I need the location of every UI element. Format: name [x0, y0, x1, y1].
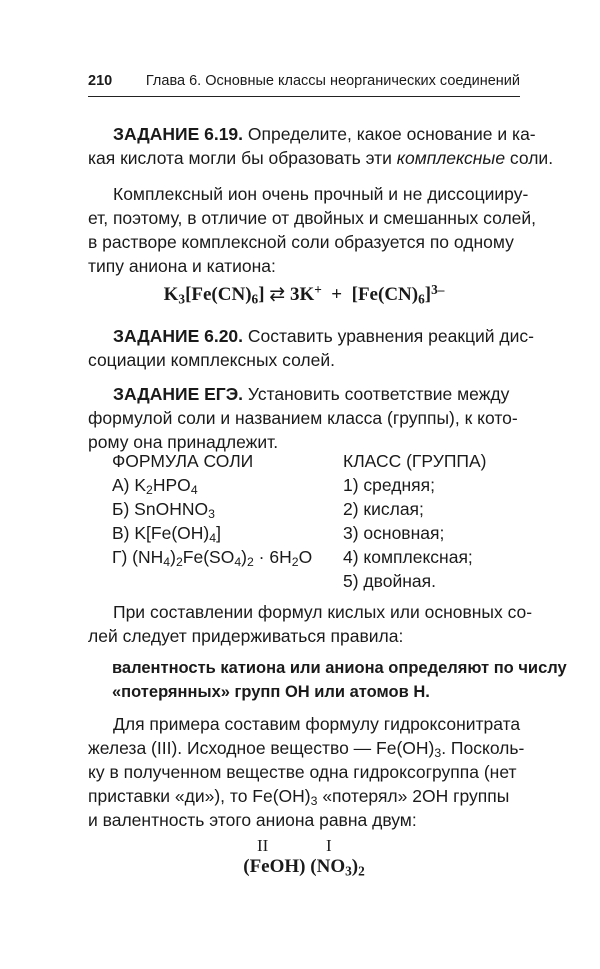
valence-rule: валентность катиона или аниона определяют по числу «потерянных» групп ОН или атомов Н.: [112, 659, 567, 701]
class-option: 1) средняя;: [343, 475, 435, 495]
task-6-20-label: ЗАДАНИЕ 6.20.: [113, 326, 244, 346]
header-divider: [88, 96, 520, 97]
task-6-19-label: ЗАДАНИЕ 6.19.: [113, 124, 244, 144]
explanation-line: в растворе комплексной соли образуется по одному: [88, 232, 514, 252]
chapter-title: Глава 6. Основные классы неорганических соединений: [145, 73, 520, 89]
table-row: [112, 521, 512, 545]
formula-v: В) $K[Fe(OH)_4]$: [112, 523, 221, 546]
explanation-line: типу аниона и катиона:: [88, 256, 276, 276]
formula-a: А) $K_2HPO_4$: [112, 475, 198, 498]
example-paragraph: Для примера составим формулу гидроксонитрата железа (III). Исходное вещество — $Fe(OH)_3$. Посколь- ку в полученном веществе одна гидроксогруппа (нет приставки «ди»), то $Fe(OH)_3$ «потерял» 2OH группы и валентность этого аниона равна двум:: [88, 714, 525, 830]
table-row: [112, 545, 512, 569]
table-row: [112, 473, 512, 497]
formula-column-header: ФОРМУЛА СОЛИ: [112, 451, 254, 471]
matching-table: [112, 449, 512, 593]
iron-hydroxonitrate-formula: (FeOH) $(NO_3)_2$: [243, 856, 365, 879]
formula-g: Г) $(NH_4)_2Fe(SO_4)_2 \cdot 6H_2O$: [112, 547, 313, 570]
table-row: [112, 569, 512, 593]
page-header: [88, 71, 520, 97]
task-ege: ЗАДАНИЕ ЕГЭ. Установить соответствие между формулой соли и названием класса (группы), к кото- рому она принадлежит.: [88, 384, 518, 452]
table-row: [112, 497, 512, 521]
valence-mark-left: II: [257, 836, 269, 855]
equilibrium-arrow: ⇄: [269, 284, 286, 305]
class-option: 5) двойная.: [343, 571, 436, 591]
class-option: 4) комплексная;: [343, 547, 473, 567]
table-header-row: [112, 449, 512, 473]
dissociation-equation: $K_3[Fe(CN)_6]$ ⇄ $3K^+ + [Fe(CN)_6]^{3-}$: [163, 282, 445, 307]
task-6-19-line1: ЗАДАНИЕ 6.19. Определите, какое основание и ка-: [113, 124, 536, 144]
class-option: 3) основная;: [343, 523, 445, 543]
rule-intro: При составлении формул кислых или основных со- лей следует придерживаться правила:: [88, 602, 533, 646]
explanation-paragraph: [88, 182, 537, 278]
task-ege-label: ЗАДАНИЕ ЕГЭ.: [113, 384, 244, 404]
class-option: 2) кислая;: [343, 499, 424, 519]
explanation-line: ет, поэтому, в отличие от двойных и смешанных солей,: [88, 208, 537, 228]
explanation-line: Комплексный ион очень прочный и не диссоцииру-: [113, 184, 529, 204]
task-6-20: ЗАДАНИЕ 6.20. Составить уравнения реакций дис- социации комплексных солей.: [88, 326, 534, 370]
page-number: 210: [88, 73, 113, 89]
task-6-19-line2: кая кислота могли бы образовать эти комплексные соли.: [88, 148, 554, 168]
task-6-19: [88, 122, 554, 170]
formula-b: Б) SnOHNO$_3$: [112, 499, 215, 522]
class-column-header: КЛАСС (ГРУППА): [343, 451, 487, 471]
valence-mark-right: I: [326, 836, 332, 855]
